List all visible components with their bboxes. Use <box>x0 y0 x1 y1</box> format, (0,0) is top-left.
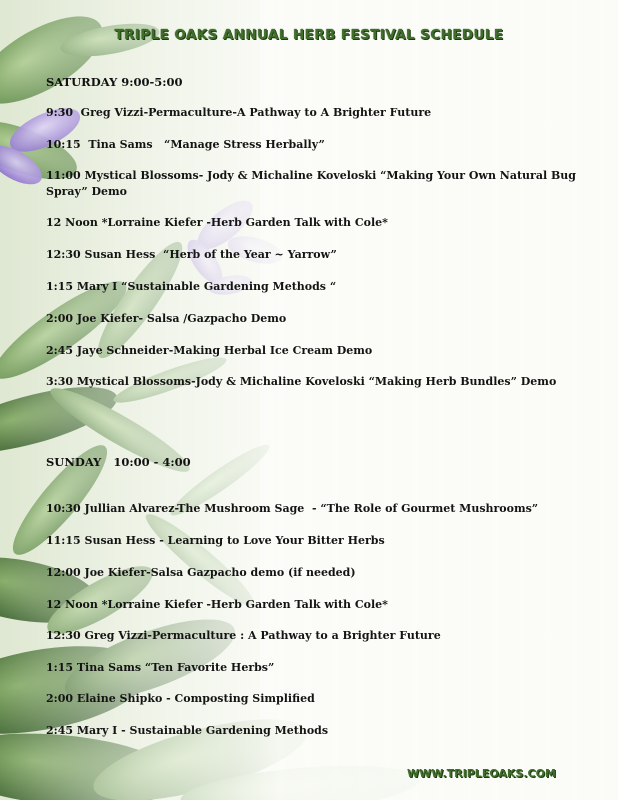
schedule-item: 2:00 Joe Kiefer- Salsa /Gazpacho Demo <box>46 312 287 325</box>
page-title: TRIPLE OAKS ANNUAL HERB FESTIVAL SCHEDULE <box>114 27 504 43</box>
website-link[interactable]: WWW.TRIPLEOAKS.COM <box>407 767 556 780</box>
schedule-item: 12:00 Joe Kiefer-Salsa Gazpacho demo (if needed) <box>46 566 356 579</box>
schedule-item: 10:15 Tina Sams “Manage Stress Herbally” <box>46 138 325 151</box>
schedule-item: 12:30 Greg Vizzi-Permaculture : A Pathway to a Brighter Future <box>46 629 441 642</box>
schedule-item: 10:30 Jullian Alvarez-The Mushroom Sage - “The Role of Gourmet Mushrooms” <box>46 502 539 515</box>
sunday-heading: SUNDAY 10:00 - 4:00 <box>46 455 191 469</box>
schedule-item: 9:30 Greg Vizzi-Permaculture-A Pathway to A Brighter Future <box>46 106 432 119</box>
schedule-item: 11:15 Susan Hess - Learning to Love Your Bitter Herbs <box>46 534 385 547</box>
schedule-item: 2:45 Jaye Schneider-Making Herbal Ice Cream Demo <box>46 344 373 357</box>
schedule-item: 12:30 Susan Hess “Herb of the Year ~ Yarrow” <box>46 248 337 261</box>
schedule-item: 3:30 Mystical Blossoms-Jody & Michaline Koveloski “Making Herb Bundles” Demo <box>46 375 557 388</box>
saturday-heading: SATURDAY 9:00-5:00 <box>46 75 183 89</box>
schedule-item: 2:00 Elaine Shipko - Composting Simplified <box>46 692 315 705</box>
schedule-item: 1:15 Mary I “Sustainable Gardening Methods “ <box>46 280 337 293</box>
schedule-item: 1:15 Tina Sams “Ten Favorite Herbs” <box>46 661 275 674</box>
schedule-item: 12 Noon *Lorraine Kiefer -Herb Garden Talk with Cole* <box>46 216 388 229</box>
schedule-item: 11:00 Mystical Blossoms- Jody & Michaline Koveloski “Making Your Own Natural Bug Spray” Demo <box>46 169 580 198</box>
schedule-item: 12 Noon *Lorraine Kiefer -Herb Garden Talk with Cole* <box>46 598 388 611</box>
schedule-item: 2:45 Mary I - Sustainable Gardening Methods <box>46 724 329 737</box>
